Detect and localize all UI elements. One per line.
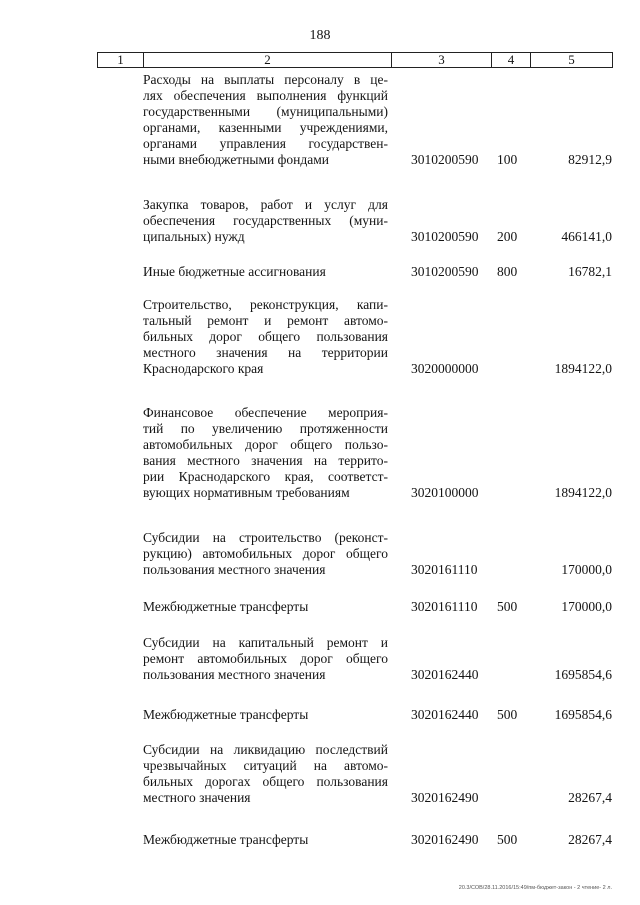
description-line: Межбюджетные трансферты bbox=[143, 832, 309, 847]
description-line: Субсидии на строительство (реконст- bbox=[143, 530, 388, 545]
description-line: бильных дорогах общего пользования bbox=[143, 774, 388, 789]
row-expense-type: 500 bbox=[497, 832, 518, 847]
row-code: 3020161110 bbox=[411, 562, 478, 577]
description-line: тальный ремонт и ремонт автомо- bbox=[143, 313, 388, 328]
row-amount: 1894122,0 bbox=[554, 361, 612, 376]
row-code: 3020000000 bbox=[411, 361, 479, 376]
row-expense-type: 200 bbox=[497, 229, 518, 244]
row-amount: 1894122,0 bbox=[554, 485, 612, 500]
row-description bbox=[143, 72, 388, 168]
header-col-4: 4 bbox=[507, 52, 515, 67]
description-line: рукцию) автомобильных дорог общего bbox=[143, 546, 388, 561]
page-number: 188 bbox=[309, 28, 331, 43]
description-line: Краснодарского края bbox=[143, 361, 264, 376]
description-line: ными внебюджетными фондами bbox=[143, 152, 329, 167]
row-code: 3020100000 bbox=[411, 485, 479, 500]
row-description bbox=[143, 635, 388, 683]
description-line: тий по увеличению протяженности bbox=[143, 421, 388, 436]
description-line: бильных дорог общего пользования bbox=[143, 329, 388, 344]
row-description bbox=[143, 297, 388, 377]
row-amount: 1695854,6 bbox=[554, 667, 612, 682]
row-description bbox=[143, 264, 388, 280]
row-code: 3010200590 bbox=[411, 229, 479, 244]
description-line: Межбюджетные трансферты bbox=[143, 599, 309, 614]
row-expense-type: 500 bbox=[497, 707, 518, 722]
header-col-2: 2 bbox=[264, 52, 271, 67]
description-line: Субсидии на ликвидацию последствий bbox=[143, 742, 388, 757]
description-line: Иные бюджетные ассигнования bbox=[143, 264, 326, 279]
description-line: ремонт автомобильных дорог общего bbox=[143, 651, 388, 666]
row-code: 3010200590 bbox=[411, 152, 479, 167]
footer-stamp: 20.3/СОВ/28.11.2016/15:49/пм-бюджет-закон - 2 чтение- 2 л. bbox=[458, 885, 612, 891]
description-line: органами, казенными учреждениями, bbox=[143, 120, 388, 135]
description-line: лях обеспечения выполнения функций bbox=[143, 88, 388, 103]
row-expense-type: 100 bbox=[497, 152, 518, 167]
description-line: автомобильных дорог общего пользо- bbox=[143, 437, 388, 452]
description-line: местного значения на территории bbox=[143, 345, 388, 360]
description-line: Субсидии на капитальный ремонт и bbox=[143, 635, 388, 650]
row-amount: 16782,1 bbox=[568, 264, 612, 279]
row-amount: 1695854,6 bbox=[554, 707, 612, 722]
description-line: органами управления государствен- bbox=[143, 136, 388, 151]
row-code: 3020161110 bbox=[411, 599, 478, 614]
row-description bbox=[143, 707, 388, 723]
description-line: Финансовое обеспечение мероприя- bbox=[143, 405, 388, 420]
row-amount: 170000,0 bbox=[561, 562, 612, 577]
row-description bbox=[143, 405, 388, 501]
row-expense-type: 500 bbox=[497, 599, 518, 614]
row-amount: 466141,0 bbox=[561, 229, 612, 244]
description-line: вания местного значения на террито- bbox=[143, 453, 388, 468]
description-line: Расходы на выплаты персоналу в це- bbox=[143, 72, 388, 87]
row-amount: 28267,4 bbox=[568, 832, 612, 847]
row-description bbox=[143, 599, 388, 615]
row-code: 3020162440 bbox=[411, 667, 479, 682]
row-amount: 82912,9 bbox=[568, 152, 612, 167]
header-col-1: 1 bbox=[117, 52, 124, 67]
description-line: рии Краснодарского края, соответст- bbox=[143, 469, 388, 484]
description-line: Строительство, реконструкция, капи- bbox=[143, 297, 388, 312]
description-line: чрезвычайных ситуаций на автомо- bbox=[143, 758, 388, 773]
row-code: 3020162490 bbox=[411, 790, 479, 805]
row-code: 3020162440 bbox=[411, 707, 479, 722]
header-col-5: 5 bbox=[568, 52, 575, 67]
table-header bbox=[97, 52, 613, 68]
description-line: обеспечения государственных (муни- bbox=[143, 213, 388, 228]
description-line: Межбюджетные трансферты bbox=[143, 707, 309, 722]
description-line: Закупка товаров, работ и услуг для bbox=[143, 197, 388, 212]
description-line: вующих нормативным требованиям bbox=[143, 485, 350, 500]
description-line: государственными (муниципальными) bbox=[143, 104, 388, 119]
description-line: местного значения bbox=[143, 790, 251, 805]
row-expense-type: 800 bbox=[497, 264, 518, 279]
row-description bbox=[143, 530, 388, 578]
description-line: ципальных) нужд bbox=[143, 229, 245, 244]
row-description bbox=[143, 832, 388, 848]
row-description bbox=[143, 742, 388, 806]
row-description bbox=[143, 197, 388, 245]
row-amount: 28267,4 bbox=[568, 790, 612, 805]
row-code: 3010200590 bbox=[411, 264, 479, 279]
row-amount: 170000,0 bbox=[561, 599, 612, 614]
description-line: пользования местного значения bbox=[143, 667, 326, 682]
row-code: 3020162490 bbox=[411, 832, 479, 847]
description-line: пользования местного значения bbox=[143, 562, 326, 577]
header-col-3: 3 bbox=[438, 52, 445, 67]
